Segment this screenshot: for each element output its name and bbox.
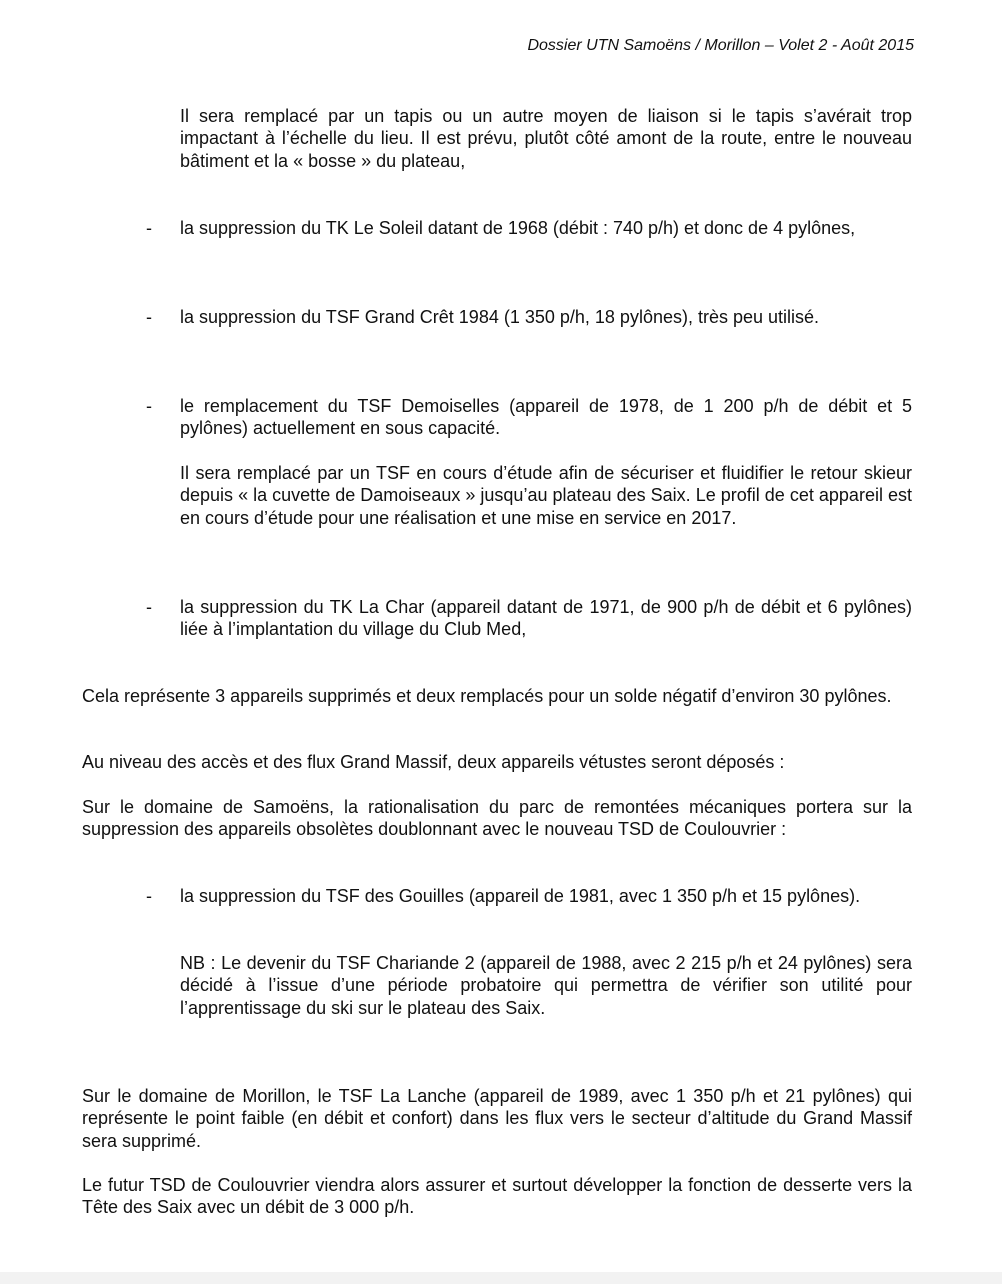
list-item-tsf-demoiselles: le remplacement du TSF Demoiselles (appareil de 1978, de 1 200 p/h de débit et 5 pylônes) actuellement en sous capacité. xyxy=(180,396,912,439)
paragraph-summary: Cela représente 3 appareils supprimés et deux remplacés pour un solde négatif d’environ 30 pylônes. xyxy=(82,686,892,706)
bullet-marker: - xyxy=(146,307,152,327)
paragraph-grand-massif-access: Au niveau des accès et des flux Grand Massif, deux appareils vétustes seront déposés : xyxy=(82,752,785,772)
list-item-tsf-grand-cret: la suppression du TSF Grand Crêt 1984 (1 350 p/h, 18 pylônes), très peu utilisé. xyxy=(180,307,820,327)
paragraph-morillon-domain: Sur le domaine de Morillon, le TSF La Lanche (appareil de 1989, avec 1 350 p/h et 21 pylônes) qui représente le point faible (en débit et confort) dans les flux vers le secteur d’altitude du Grand Massif sera supprimé. xyxy=(82,1086,912,1151)
paragraph-tsd-coulouvrier: Le futur TSD de Coulouvrier viendra alors assurer et surtout développer la fonction de desserte vers la Tête des Saix avec un débit de 3 000 p/h. xyxy=(82,1175,912,1218)
list-item-tk-le-soleil: la suppression du TK Le Soleil datant de 1968 (débit : 740 p/h) et donc de 4 pylônes, xyxy=(180,218,856,238)
paragraph-samoens-domain: Sur le domaine de Samoëns, la rationalisation du parc de remontées mécaniques portera sur la suppression des appareils obsolètes doublonnant avec le nouveau TSD de Coulouvrier : xyxy=(82,797,912,840)
paragraph-nb-chariande: NB : Le devenir du TSF Chariande 2 (appareil de 1988, avec 2 215 p/h et 24 pylônes) sera décidé à l’issue d’une période probatoire qui permettra de vérifier son utilité pour l’apprentissage du ski sur le plateau des Saix. xyxy=(180,953,912,1018)
bullet-marker: - xyxy=(146,218,152,238)
running-header: Dossier UTN Samoëns / Morillon – Volet 2 - Août 2015 xyxy=(527,37,914,54)
paragraph-tsf-study: Il sera remplacé par un TSF en cours d’étude afin de sécuriser et fluidifier le retour skieur depuis « la cuvette de Damoiseaux » jusqu’au plateau des Saix. Le profil de cet appareil est en cours d’étude pour une réalisation et une mise en service en 2017. xyxy=(180,463,912,528)
paragraph-tapis-replacement: Il sera remplacé par un tapis ou un autre moyen de liaison si le tapis s’avérait trop impactant à l’échelle du lieu. Il est prévu, plutôt côté amont de la route, entre le nouveau bâtiment et la « bosse » du plateau, xyxy=(180,106,912,171)
list-item-tk-la-char: la suppression du TK La Char (appareil datant de 1971, de 900 p/h de débit et 6 pylônes) liée à l’implantation du village du Club Med, xyxy=(180,597,912,640)
bullet-marker: - xyxy=(146,396,152,416)
page-bottom-edge xyxy=(0,1272,1002,1284)
bullet-marker: - xyxy=(146,886,152,906)
bullet-marker: - xyxy=(146,597,152,617)
list-item-tsf-gouilles: la suppression du TSF des Gouilles (appareil de 1981, avec 1 350 p/h et 15 pylônes). xyxy=(180,886,861,906)
